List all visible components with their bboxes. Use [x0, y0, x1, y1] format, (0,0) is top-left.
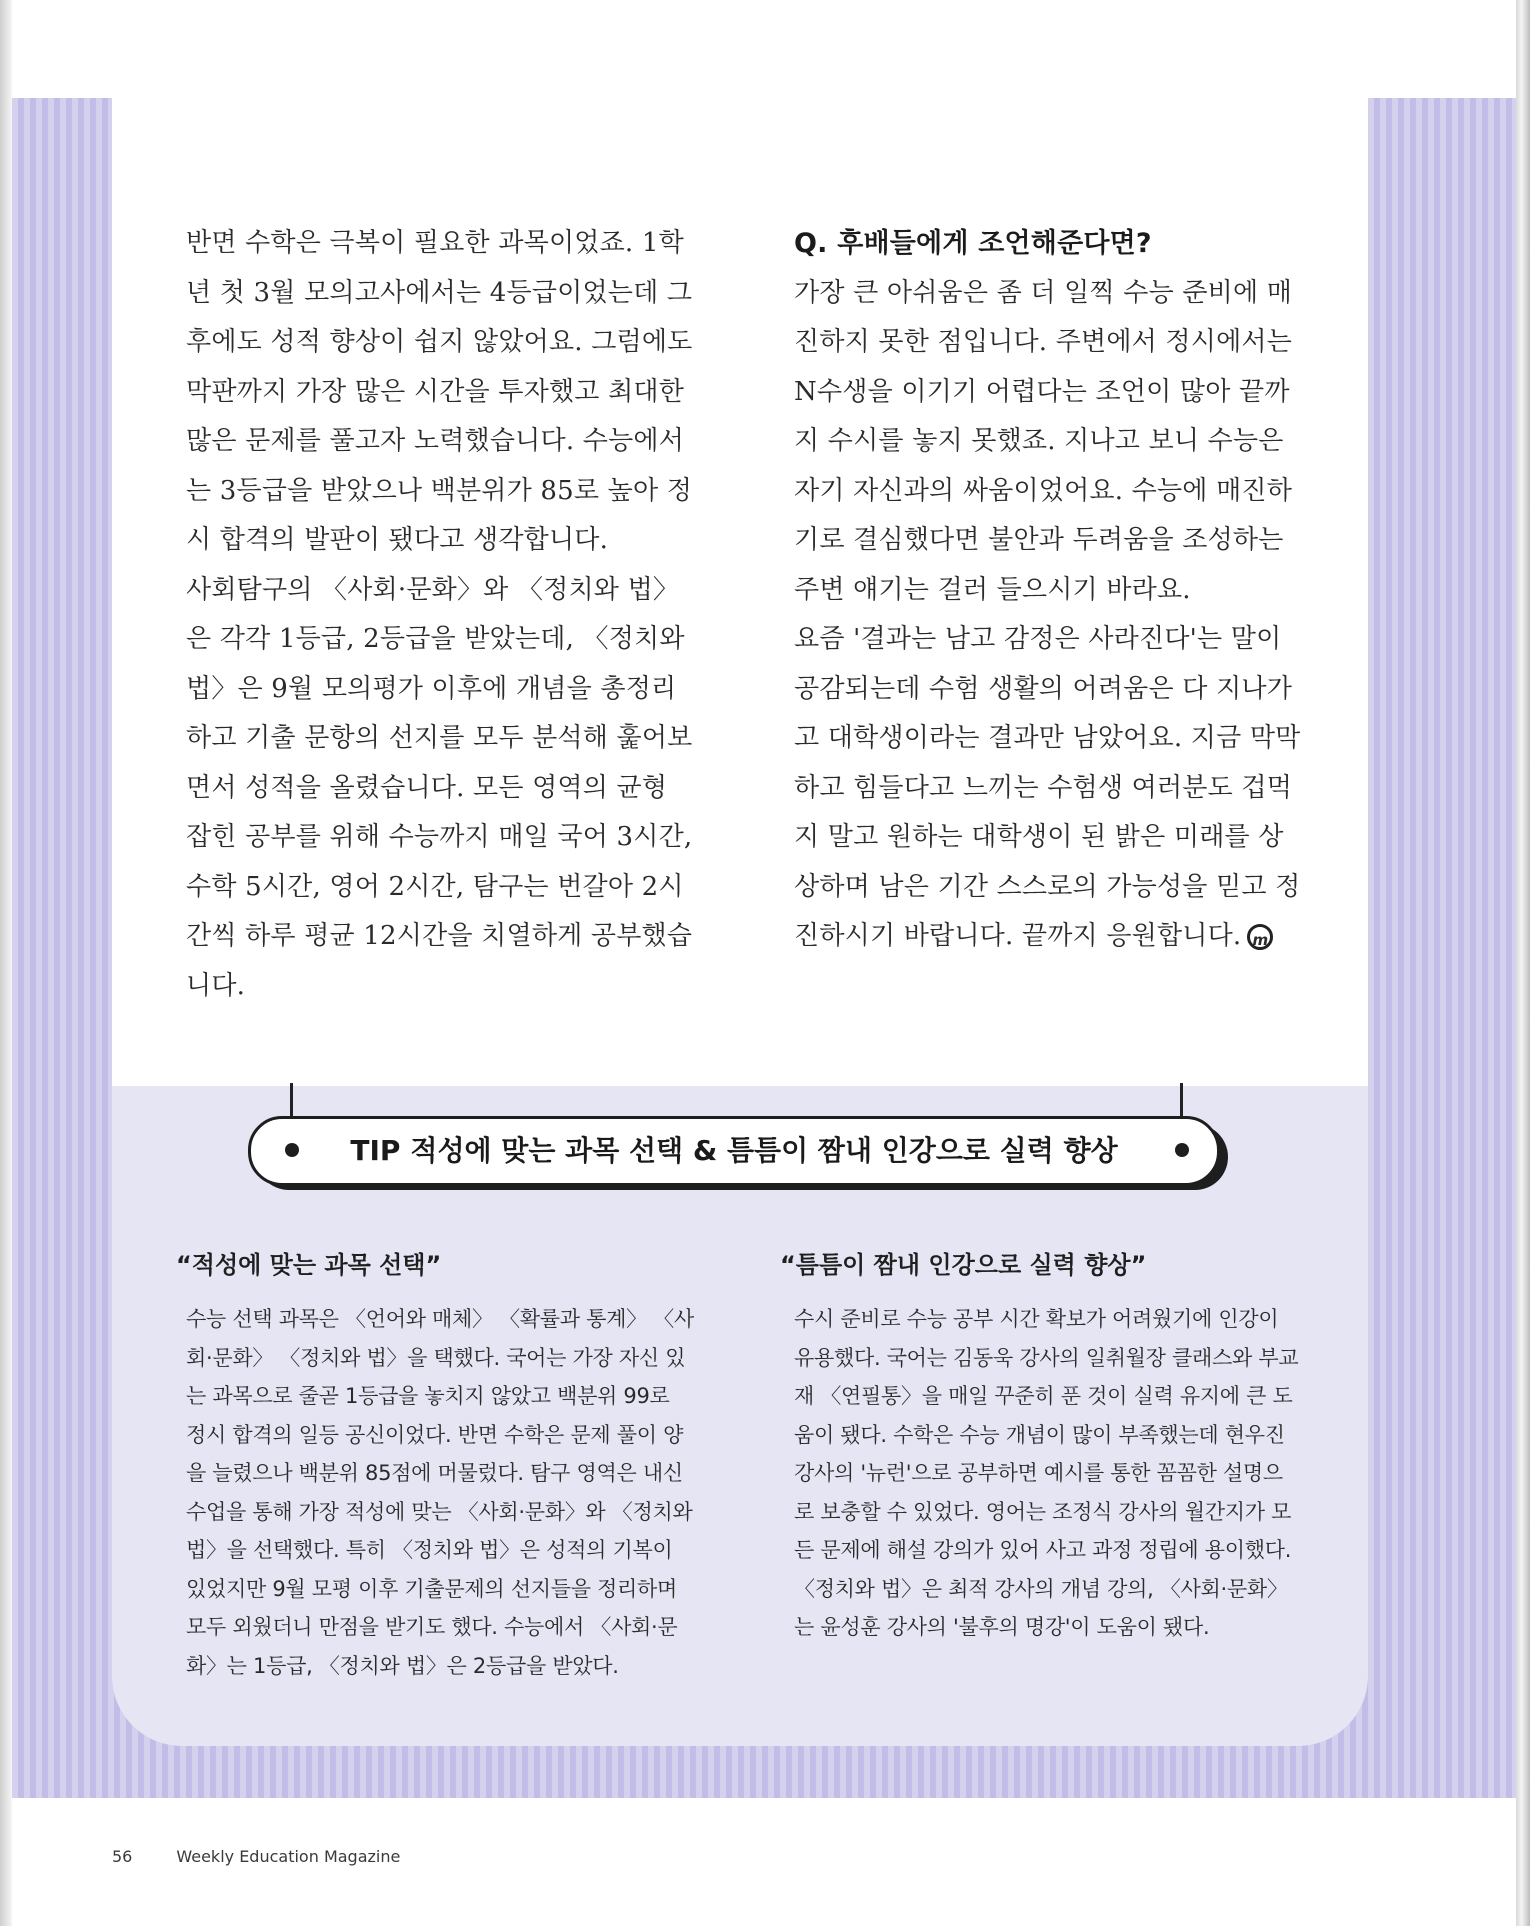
- magazine-name: Weekly Education Magazine: [176, 1847, 401, 1866]
- tip-right-heading: “틈틈이 짬내 인강으로 실력 향상”: [780, 1251, 1147, 1279]
- article-paragraph: [794, 615, 1304, 962]
- tip-label: TIP: [350, 1134, 401, 1167]
- article-left-column: [186, 219, 696, 1011]
- tip-left-body: 수능 선택 과목은 〈언어와 매체〉 〈확률과 통계〉 〈사회·문화〉 〈정치와 법〉을 택했다. 국어는 가장 자신 있는 과목으로 줄곧 1등급을 놓치지 않았고 백분위 99로 정시 합격의 일등 공신이었다. 반면 수학은 문제 풀이 양을 늘렸으나 백분위 85점에 머물렀다. 탐구 영역은 내신 수업을 통해 가장 적성에 맞는 〈사회·문화〉와 〈정치와 법〉을 선택했다. 특히 〈정치와 법〉은 성적의 기복이 있었지만 9월 모평 이후 기출문제의 선지들을 정리하며 모두 외웠더니 만점을 받기도 했다. 수능에서 〈사회·문화〉는 1등급, 〈정치와 법〉은 2등급을 받았다.: [186, 1307, 694, 1678]
- page-number: 56: [112, 1847, 133, 1866]
- page-footer: [112, 1847, 400, 1866]
- article-end-mark-icon: m: [1247, 924, 1273, 950]
- article-paragraph: 사회탐구의 〈사회·문화〉와 〈정치와 법〉은 각각 1등급, 2등급을 받았는데, 〈정치와 법〉은 9월 모의평가 이후에 개념을 총정리하고 기출 문항의 선지를 모두 분석해 훑어보면서 성적을 올렸습니다. 모든 영역의 균형 잡힌 공부를 위해 수능까지 매일 국어 3시간, 수학 5시간, 영어 2시간, 탐구는 번갈아 2시간씩 하루 평균 12시간을 치열하게 공부했습니다.: [186, 574, 693, 1001]
- tip-title: [248, 1116, 1220, 1186]
- tip-right-body: 수시 준비로 수능 공부 시간 확보가 어려웠기에 인강이 유용했다. 국어는 김동욱 강사의 일취월장 클래스와 부교재 〈연필통〉을 매일 꾸준히 푼 것이 실력 유지에 큰 도움이 됐다. 수학은 수능 개념이 많이 부족했는데 현우진 강사의 '뉴런'으로 공부하면 예시를 통한 꼼꼼한 설명으로 보충할 수 있었다. 영어는 조정식 강사의 월간지가 모든 문제에 해설 강의가 있어 사고 과정 정립에 용이했다. 〈정치와 법〉은 최적 강사의 개념 강의, 〈사회·문화〉는 윤성훈 강사의 '불후의 명강'이 도움이 됐다.: [794, 1307, 1299, 1639]
- article-closing-text: 요즘 '결과는 남고 감정은 사라진다'는 말이 공감되는데 수험 생활의 어려움은 다 지나가고 대학생이라는 결과만 남았어요. 지금 막막하고 힘들다고 느끼는 수험생 여러분도 겁먹지 말고 원하는 대학생이 된 밝은 미래를 상상하며 남은 기간 스스로의 가능성을 믿고 정진하시기 바랍니다. 끝까지 응원합니다.: [794, 624, 1301, 951]
- page-edge-left: [0, 0, 12, 1926]
- tip-title-text: 적성에 맞는 과목 선택 & 틈틈이 짬내 인강으로 실력 향상: [410, 1134, 1118, 1167]
- article-paragraph: 반면 수학은 극복이 필요한 과목이었죠. 1학년 첫 3월 모의고사에서는 4등급이었는데 그 후에도 성적 향상이 쉽지 않았어요. 그럼에도 막판까지 가장 많은 시간을 투자했고 최대한 많은 문제를 풀고자 노력했습니다. 수능에서는 3등급을 받았으나 백분위가 85로 높아 정시 합격의 발판이 됐다고 생각합니다.: [186, 228, 693, 555]
- tip-left-heading: “적성에 맞는 과목 선택”: [176, 1251, 442, 1279]
- article-right-column: [794, 219, 1304, 962]
- article-paragraph: 가장 큰 아쉬움은 좀 더 일찍 수능 준비에 매진하지 못한 점입니다. 주변에서 정시에서는 N수생을 이기기 어렵다는 조언이 많아 끝까지 수시를 놓지 못했죠. 지나고 보니 수능은 자기 자신과의 싸움이었어요. 수능에 매진하기로 결심했다면 불안과 두려움을 조성하는 주변 얘기는 걸러 들으시기 바라요.: [794, 277, 1293, 605]
- page-edge-right: [1516, 0, 1530, 1926]
- question-heading: Q. 후배들에게 조언해준다면?: [794, 228, 1152, 259]
